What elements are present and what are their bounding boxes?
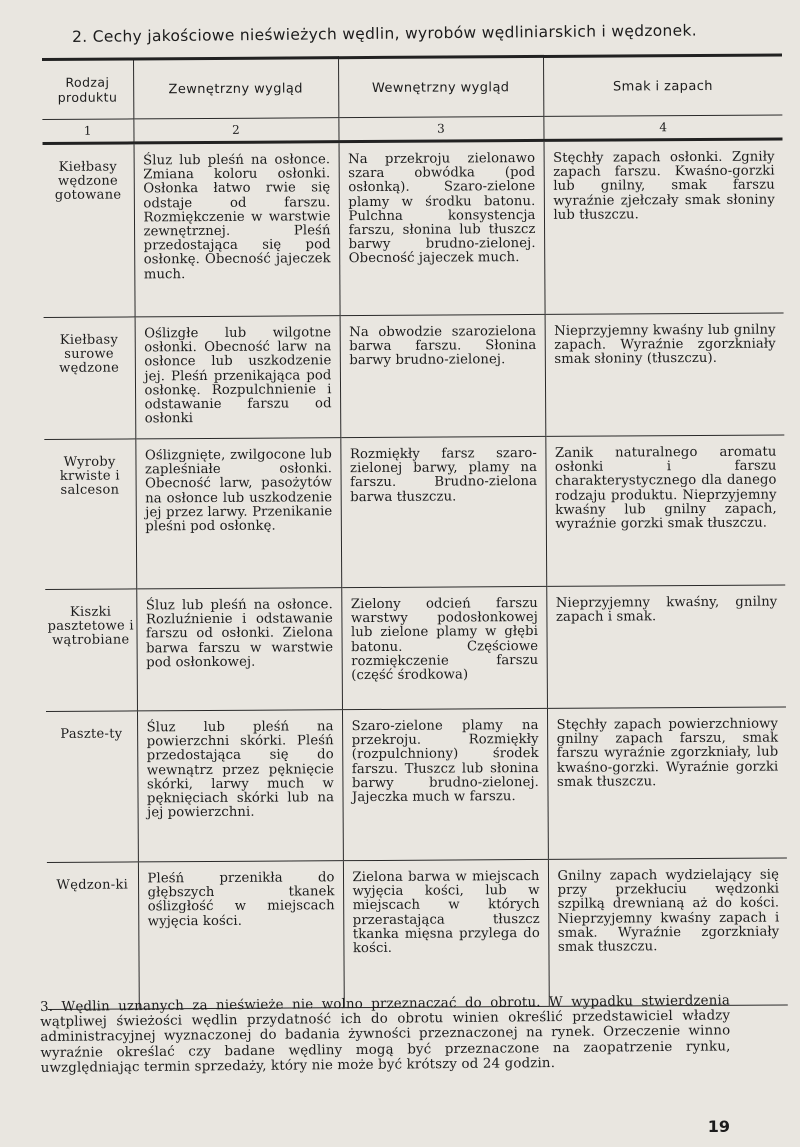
product-name: Wyroby krwiste i salceson bbox=[44, 439, 136, 590]
product-name: Kiszki pasztetowe i wątrobiane bbox=[45, 589, 137, 712]
external-appearance: Oślizgłe lub wilgotne osłonki. Obecność larw na osłonce lub uszkodzenie jej. Pleśń przenikająca pod osłonkę. Rozpulchnienie i odstawanie farszu od osłonki bbox=[135, 316, 341, 439]
taste-and-smell: Nieprzyjemny kwaśny lub gnilny zapach. Wyraźnie zgorzkniały smak słoniny (tłuszczu). bbox=[545, 313, 785, 436]
column-header-external: Zewnętrzny wygląd bbox=[133, 58, 338, 119]
quality-table bbox=[42, 53, 788, 1010]
table-row bbox=[44, 435, 785, 590]
page-number: 19 bbox=[707, 1117, 730, 1136]
external-appearance: Pleśń przenikła do głębszych tkanek oślizgłość w miejscach wyjęcia kości. bbox=[138, 861, 344, 1009]
product-name: Kiełbasy wędzone gotowane bbox=[43, 143, 135, 318]
table-row bbox=[46, 707, 787, 863]
table-header-row bbox=[42, 55, 782, 120]
external-appearance: Śluz lub pleśń na osłonce. Rozluźnienie i odstawanie farszu od osłonki. Zielona barwa farszu w warstwie pod osłonkowej. bbox=[136, 588, 342, 711]
product-name: Wędzon-ki bbox=[47, 862, 139, 1010]
column-header-product: Rodzaj produktu bbox=[42, 59, 133, 120]
table-row bbox=[47, 858, 788, 1010]
internal-appearance: Zielona barwa w miejscach wyjęcia kości, lub w miejscach w których przerastająca tłuszcz tkanka mięsna przylega do kości. bbox=[343, 859, 549, 1007]
internal-appearance: Szaro-zielone plamy na przekroju. Rozmiękły (rozpulchniony) środek farszu. Tłuszcz lub słonina barwy brudno-zielonej. Jajeczka much w farszu. bbox=[342, 708, 548, 860]
internal-appearance: Zielony odcień farszu warstwy podosłonkowej lub zielone plamy w głębi batonu. Częściowe rozmiękczenie farszu (część środkowa) bbox=[341, 586, 547, 709]
column-number: 2 bbox=[133, 118, 338, 143]
table-row bbox=[43, 139, 784, 318]
taste-and-smell: Stęchły zapach powierzchniowy gnilny zapach farszu, smak farszu wyraźnie zgorzkniały, lub kwaśno-gorzki. Wyraźnie gorzki smak tłuszczu. bbox=[547, 707, 787, 859]
taste-and-smell: Zanik naturalnego aromatu osłonki i farszu charakterystycznego dla danego rodzaju produktu. Nieprzyjemny kwaśny lub gnilny zapach, wyraźnie gorzki smak tłuszczu. bbox=[545, 435, 785, 586]
product-name: Kiełbasy surowe wędzone bbox=[44, 317, 136, 440]
external-appearance: Oślizgnięte, zwilgocone lub zapleśniałe osłonki. Obecność larw, pasożytów na osłonce lub uszkodzenie jej przez larwy. Przenikanie pleśni pod osłonkę. bbox=[135, 438, 341, 589]
column-number: 1 bbox=[42, 119, 133, 144]
internal-appearance: Rozmiękły farsz szaro-zielonej barwy, plamy na farszu. Brudno-zielona barwa tłuszczu. bbox=[340, 436, 546, 587]
internal-appearance: Na przekroju zielonawo szara obwódka (pod osłonką). Szaro-zielone plamy w środku batonu. Pulchna konsystencja farszu, słonina lub tłuszcz barwy brudno-zielonej. Obecność jajeczek much. bbox=[339, 140, 545, 315]
column-number: 3 bbox=[338, 116, 543, 141]
section-heading: 2. Cechy jakościowe nieświeżych wędlin, wyrobów wędliniarskich i wędzonek. bbox=[72, 21, 698, 46]
taste-and-smell: Gnilny zapach wydzielający się przy przekłuciu wędzonki szpilką drewnianą aż do kości. Nieprzyjemny kwaśny zapach i smak. Wyraźnie zgorzkniały smak tłuszczu. bbox=[548, 858, 788, 1006]
product-name: Paszte-ty bbox=[46, 711, 138, 863]
column-number: 4 bbox=[543, 115, 782, 140]
internal-appearance: Na obwodzie szarozielona barwa farszu. Słonina barwy brudno-zielonej. bbox=[340, 314, 546, 437]
external-appearance: Śluz lub pleśń na powierzchni skórki. Pleśń przedostająca się do wewnątrz przez pęknięcie skórki, larwy much w pęknięciach skórki lub na jej powierzchni. bbox=[137, 710, 343, 862]
column-header-taste: Smak i zapach bbox=[543, 55, 782, 116]
footnote-paragraph: 3. Wędlin uznanych za nieświeże nie wolno przeznaczać do obrotu. W wypadku stwierdzenia wątpliwej świeżości wędlin przydatność ich do obrotu winien określić przedstawiciel władzy administracyjnej wyznaczonej do badania żywności przeznaczonej na rynek. Orzeczenie winno wyraźnie określać czy badane wędliny mogą być przeznaczone na zaopatrzenie rynku, uwzględniając termin sprzedaży, który nie może być krótszy od 24 godzin. bbox=[40, 993, 731, 1076]
taste-and-smell: Nieprzyjemny kwaśny, gnilny zapach i smak. bbox=[546, 585, 786, 708]
column-header-internal: Wewnętrzny wygląd bbox=[338, 56, 543, 117]
external-appearance: Śluz lub pleśń na osłonce. Zmiana koloru osłonki. Osłonka łatwo rwie się odstaje od farszu. Rozmiękczenie w warstwie zewnętrznej. Pleśń przedostająca się pod osłonkę. Obecność jajeczek much. bbox=[134, 142, 340, 317]
table-row bbox=[44, 313, 785, 440]
taste-and-smell: Stęchły zapach osłonki. Zgniły zapach farszu. Kwaśno-gorzki lub gnilny, smak farszu wyraźnie zjełczały smak słoniny lub tłuszczu. bbox=[544, 139, 784, 314]
table-row bbox=[45, 585, 786, 712]
